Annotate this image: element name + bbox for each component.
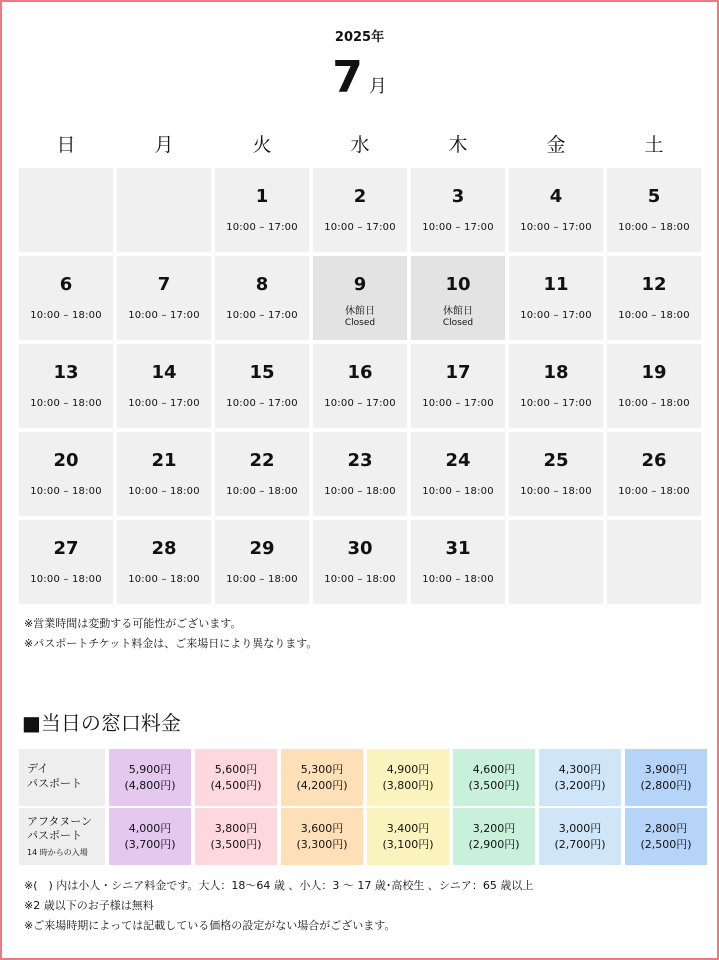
calendar-day-6 — [19, 256, 113, 340]
calendar-cell-empty — [19, 168, 113, 252]
calendar-day-13 — [19, 344, 113, 428]
opening-hours: 10:00 – 18:00 — [618, 398, 690, 409]
weekday-thu: 木 — [448, 134, 468, 156]
calendar-day-26 — [607, 432, 701, 516]
price-cell — [539, 808, 621, 865]
opening-hours: 10:00 – 17:00 — [128, 398, 200, 409]
day-number: 15 — [249, 362, 275, 383]
calendar-note: ※パスポートチケット料金は、ご来場日により異なります。 — [24, 637, 318, 650]
opening-hours: 10:00 – 17:00 — [422, 398, 494, 409]
day-number: 22 — [249, 450, 275, 471]
calendar-note: ※営業時間は変動する可能性がございます。 — [24, 617, 242, 630]
price-note: ※2 歳以下のお子様は無料 — [24, 899, 154, 912]
day-number: 10 — [445, 274, 471, 295]
closed-label: 休館日 — [345, 306, 375, 317]
day-number: 6 — [59, 274, 73, 295]
opening-hours: 10:00 – 17:00 — [226, 398, 298, 409]
day-number: 14 — [151, 362, 177, 383]
calendar-cell-empty — [607, 520, 701, 604]
calendar-day-3 — [411, 168, 505, 252]
calendar-day-25 — [509, 432, 603, 516]
opening-hours: 10:00 – 17:00 — [324, 222, 396, 233]
opening-hours: 10:00 – 18:00 — [618, 310, 690, 321]
price-cell — [109, 808, 191, 865]
calendar-day-23 — [313, 432, 407, 516]
opening-hours: 10:00 – 17:00 — [226, 222, 298, 233]
weekday-header — [19, 132, 701, 158]
opening-hours: 10:00 – 18:00 — [520, 486, 592, 497]
opening-hours: 10:00 – 17:00 — [520, 398, 592, 409]
price-cell — [625, 808, 707, 865]
calendar-day-28 — [117, 520, 211, 604]
child-senior-price: (3,700円) — [124, 837, 176, 851]
child-senior-price: (2,800円) — [640, 778, 692, 792]
calendar-day-8 — [215, 256, 309, 340]
calendar-day-19 — [607, 344, 701, 428]
calendar-day-22 — [215, 432, 309, 516]
adult-price: 4,300円 — [558, 762, 602, 776]
opening-hours: 10:00 – 18:00 — [30, 310, 102, 321]
adult-price: 3,400円 — [386, 821, 430, 835]
calendar-day-14 — [117, 344, 211, 428]
day-number: 1 — [255, 186, 269, 207]
day-number: 20 — [53, 450, 79, 471]
ticket-type-label: デイ — [27, 762, 49, 775]
day-number: 31 — [445, 538, 471, 559]
child-senior-price: (2,500円) — [640, 837, 692, 851]
day-number: 12 — [641, 274, 667, 295]
price-cell — [625, 749, 707, 806]
month-unit: 月 — [368, 76, 387, 97]
calendar-day-30 — [313, 520, 407, 604]
price-row-label — [19, 808, 105, 865]
day-number: 23 — [347, 450, 373, 471]
price-cell — [539, 749, 621, 806]
calendar-day-11 — [509, 256, 603, 340]
opening-hours: 10:00 – 18:00 — [30, 574, 102, 585]
child-senior-price: (2,900円) — [468, 837, 520, 851]
adult-price: 5,600円 — [214, 762, 258, 776]
adult-price: 3,600円 — [300, 821, 344, 835]
opening-hours: 10:00 – 17:00 — [422, 222, 494, 233]
child-senior-price: (3,500円) — [468, 778, 520, 792]
opening-hours: 10:00 – 18:00 — [324, 574, 396, 585]
ticket-type-label: パスポート — [27, 829, 82, 842]
calendar-day-31 — [411, 520, 505, 604]
day-number: 18 — [543, 362, 569, 383]
price-cell — [453, 749, 535, 806]
calendar-day-12 — [607, 256, 701, 340]
day-number: 2 — [353, 186, 367, 207]
opening-hours: 10:00 – 18:00 — [618, 222, 690, 233]
day-number: 9 — [353, 274, 367, 295]
calendar-notes — [24, 614, 317, 654]
day-number: 27 — [53, 538, 79, 559]
calendar-day-27 — [19, 520, 113, 604]
weekday-mon: 月 — [154, 134, 174, 156]
opening-hours: 10:00 – 17:00 — [128, 310, 200, 321]
calendar-day-17 — [411, 344, 505, 428]
child-senior-price: (3,500円) — [210, 837, 262, 851]
opening-hours: 10:00 – 18:00 — [128, 574, 200, 585]
child-senior-price: (3,300円) — [296, 837, 348, 851]
price-cell — [109, 749, 191, 806]
adult-price: 3,200円 — [472, 821, 516, 835]
weekday-tue: 火 — [252, 134, 272, 156]
opening-hours: 10:00 – 17:00 — [520, 222, 592, 233]
price-notes — [24, 876, 533, 936]
opening-hours: 10:00 – 18:00 — [324, 486, 396, 497]
child-senior-price: (3,100円) — [382, 837, 434, 851]
calendar-day-4 — [509, 168, 603, 252]
weekday-wed: 水 — [350, 134, 370, 156]
opening-hours: 10:00 – 18:00 — [128, 486, 200, 497]
opening-hours: 10:00 – 18:00 — [422, 574, 494, 585]
calendar-day-10 — [411, 256, 505, 340]
child-senior-price: (4,800円) — [124, 778, 176, 792]
day-number: 4 — [549, 186, 563, 207]
calendar-day-16 — [313, 344, 407, 428]
day-number: 19 — [641, 362, 667, 383]
calendar-day-2 — [313, 168, 407, 252]
day-number: 26 — [641, 450, 667, 471]
child-senior-price: (3,200円) — [554, 778, 606, 792]
closed-label-en: Closed — [344, 318, 376, 328]
calendar-day-21 — [117, 432, 211, 516]
price-cell — [281, 749, 363, 806]
day-number: 28 — [151, 538, 177, 559]
day-number: 3 — [451, 186, 465, 207]
opening-hours: 10:00 – 17:00 — [324, 398, 396, 409]
day-number: 30 — [347, 538, 373, 559]
ticket-type-label: パスポート — [27, 777, 82, 790]
day-number: 8 — [255, 274, 269, 295]
child-senior-price: (2,700円) — [554, 837, 606, 851]
adult-price: 3,000円 — [558, 821, 602, 835]
price-cell — [367, 749, 449, 806]
day-number: 25 — [543, 450, 569, 471]
day-number: 11 — [543, 274, 569, 295]
weekday-fri: 金 — [546, 134, 566, 156]
adult-price: 3,800円 — [214, 821, 258, 835]
day-number: 21 — [151, 450, 177, 471]
price-section-title: ■当日の窓口料金 — [22, 711, 181, 735]
calendar-day-7 — [117, 256, 211, 340]
adult-price: 4,000円 — [128, 821, 172, 835]
adult-price: 4,900円 — [386, 762, 430, 776]
price-cell — [367, 808, 449, 865]
calendar-day-5 — [607, 168, 701, 252]
entry-time-note: 14 時からの入場 — [27, 848, 88, 857]
day-number: 5 — [647, 186, 661, 207]
calendar-day-24 — [411, 432, 505, 516]
day-number: 13 — [53, 362, 79, 383]
price-table — [19, 749, 701, 865]
price-cell — [281, 808, 363, 865]
calendar-day-9 — [313, 256, 407, 340]
price-cell — [195, 808, 277, 865]
closed-label: 休館日 — [443, 306, 473, 317]
opening-hours: 10:00 – 18:00 — [30, 398, 102, 409]
calendar-day-1 — [215, 168, 309, 252]
calendar-day-20 — [19, 432, 113, 516]
child-senior-price: (4,500円) — [210, 778, 262, 792]
closed-label-en: Closed — [442, 318, 474, 328]
price-cell — [453, 808, 535, 865]
calendar-day-29 — [215, 520, 309, 604]
opening-hours: 10:00 – 18:00 — [618, 486, 690, 497]
day-number: 24 — [445, 450, 471, 471]
opening-hours: 10:00 – 18:00 — [422, 486, 494, 497]
calendar-month — [0, 50, 719, 106]
adult-price: 3,900円 — [644, 762, 688, 776]
month-number: 7 — [332, 52, 363, 103]
calendar-grid — [19, 168, 701, 604]
weekday-sun: 日 — [56, 134, 76, 156]
weekday-sat: 土 — [644, 134, 664, 156]
opening-hours: 10:00 – 18:00 — [226, 574, 298, 585]
opening-hours: 10:00 – 17:00 — [520, 310, 592, 321]
day-number: 17 — [445, 362, 471, 383]
opening-hours: 10:00 – 18:00 — [226, 486, 298, 497]
calendar-day-18 — [509, 344, 603, 428]
calendar-cell-empty — [509, 520, 603, 604]
opening-hours: 10:00 – 18:00 — [30, 486, 102, 497]
calendar-day-15 — [215, 344, 309, 428]
day-number: 7 — [157, 274, 171, 295]
child-senior-price: (4,200円) — [296, 778, 348, 792]
price-note: ※ご来場時期によっては記載している価格の設定がない場合がございます。 — [24, 919, 396, 932]
price-note: ※( ) 内は小人・シニア料金です。大人：18〜64 歳 、小人：3 〜 17 歳･高校生 、シニア：65 歳以上 — [24, 879, 534, 892]
opening-hours: 10:00 – 17:00 — [226, 310, 298, 321]
price-row-label — [19, 749, 105, 806]
price-cell — [195, 749, 277, 806]
adult-price: 2,800円 — [644, 821, 688, 835]
ticket-type-label: アフタヌーン — [27, 815, 93, 828]
day-number: 29 — [249, 538, 275, 559]
calendar-cell-empty — [117, 168, 211, 252]
day-number: 16 — [347, 362, 373, 383]
calendar-year: 2025年 — [334, 30, 385, 45]
adult-price: 5,900円 — [128, 762, 172, 776]
adult-price: 4,600円 — [472, 762, 516, 776]
child-senior-price: (3,800円) — [382, 778, 434, 792]
adult-price: 5,300円 — [300, 762, 344, 776]
